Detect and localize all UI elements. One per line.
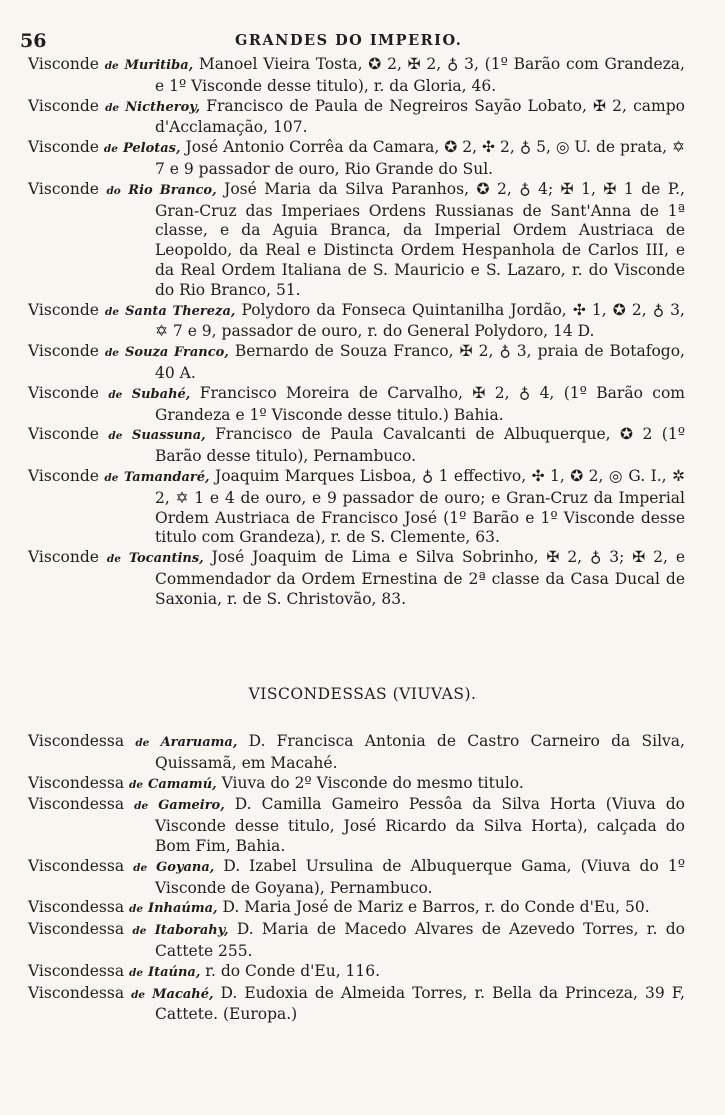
entry bbox=[28, 856, 685, 899]
entry bbox=[28, 55, 685, 97]
entry-preposition: de bbox=[132, 925, 147, 938]
entry-preposition: de bbox=[105, 101, 120, 114]
entry bbox=[28, 920, 685, 962]
entry bbox=[28, 466, 685, 548]
entry-text: Francisco Moreira de Carvalho, ✠ 2, ♁ 4, (1º Barão com Grandeza e 1º Visconde desse titulo.) Bahia. bbox=[155, 383, 685, 424]
entry-place: Araruama, bbox=[160, 735, 238, 750]
entry-place: Tamandaré, bbox=[123, 469, 210, 485]
entry bbox=[28, 773, 685, 796]
entry-place: Gameiro, bbox=[158, 798, 225, 814]
entry-text: Viuva do 2º Visconde do mesmo titulo. bbox=[216, 773, 524, 792]
entry bbox=[28, 96, 685, 139]
entry-preposition: de bbox=[106, 553, 121, 566]
entry bbox=[28, 898, 685, 920]
entry-place: Itaborahy, bbox=[154, 923, 229, 939]
entry-text: José Maria da Silva Paranhos, ✪ 2, ♁ 4; ✠ 1, ✠ 1 de P., Gran-Cruz das Imperiaes Ordens Russianas de Sant'Anna de 1ª classe, e da Aguia Branca, da Imperial Ordem Austriaca de Leopoldo, da Real e Distincta Ordem Hespanhola de Carlos III, e da Real Ordem Italiana de S. Mauricio e S. Lazaro, r. do Visconde do Rio Branco, 51. bbox=[155, 179, 685, 299]
entry-preposition: de bbox=[104, 471, 119, 484]
entry-text: Francisco de Paula de Negreiros Sayão Lobato, ✠ 2, campo d'Acclamação, 107. bbox=[155, 96, 685, 137]
entry-place: Muritiba, bbox=[124, 58, 194, 73]
entry-preposition: de bbox=[134, 800, 149, 813]
entry-text: r. do Conde d'Eu, 116. bbox=[200, 961, 381, 980]
entry-text: Polydoro da Fonseca Quintanilha Jordão, ✣ 1, ✪ 2, ♁ 3, ✡ 7 e 9, passador de ouro, r. do General Polydoro, 14 D. bbox=[155, 300, 685, 341]
entry-preposition: de bbox=[108, 388, 123, 401]
entry-preposition: de bbox=[103, 143, 118, 156]
entry bbox=[28, 961, 685, 984]
entry-title: Viscondessa bbox=[28, 732, 125, 750]
entry-place: Santa Thereza, bbox=[125, 303, 236, 319]
entry-text: Manoel Vieira Tosta, ✪ 2, ✠ 2, ♁ 3, (1º Barão com Grandeza, e 1º Visconde desse titulo), r. da Gloria, 46. bbox=[155, 55, 685, 95]
entry-place: Itaúna, bbox=[147, 964, 201, 980]
entry bbox=[28, 795, 685, 856]
entry-title: Visconde bbox=[28, 300, 99, 319]
entry-text: D. Camilla Gameiro Pessôa da Silva Horta (Viuva do Visconde desse titulo, José Ricardo da Silva Horta), calçada do Bom Fim, Bahia. bbox=[155, 795, 685, 855]
entry-title: Visconde bbox=[28, 138, 99, 157]
entry bbox=[28, 138, 685, 180]
entry-text: Joaquim Marques Lisboa, ♁ 1 effectivo, ✣ 1, ✪ 2, ◎ G. I., ✲ 2, ✡ 1 e 4 de ouro, e 9 passador de ouro; e Gran-Cruz da Imperial Ordem Austriaca de Francisco José (1º Barão e 1º Visconde desse titulo com Grandeza), r. de S. Clemente, 63. bbox=[155, 466, 685, 547]
entry-title: Visconde bbox=[28, 342, 99, 361]
entry-title: Visconde bbox=[28, 96, 99, 115]
entry-text: D. Maria de Macedo Alvares de Azevedo Torres, r. do Cattete 255. bbox=[155, 920, 685, 960]
entry-place: Pelotas, bbox=[122, 141, 181, 157]
entry bbox=[28, 383, 685, 426]
entry-place: Goyana, bbox=[156, 859, 215, 875]
entry-preposition: de bbox=[104, 60, 119, 72]
entry bbox=[28, 548, 686, 609]
entry-text: D. Eudoxia de Almeida Torres, r. Bella da Princeza, 39 F, Cattete. (Europa.) bbox=[155, 983, 685, 1024]
entry-place: Subahé, bbox=[131, 386, 191, 402]
page-header bbox=[20, 30, 665, 52]
entry-title: Viscondessa bbox=[28, 961, 125, 980]
entry-title: Visconde bbox=[28, 55, 99, 73]
entry-text: José Joaquim de Lima e Silva Sobrinho, ✠ 2, ♁ 3; ✠ 2, e Commendador da Ordem Ernestina de 2ª classe da Casa Ducal de Saxonia, r. de S. Christovão, 83. bbox=[155, 548, 686, 608]
entry-place: Suassuna, bbox=[131, 428, 206, 444]
entry-title: Viscondessa bbox=[28, 898, 125, 917]
entry-place: Souza Franco, bbox=[125, 345, 229, 361]
entry bbox=[28, 983, 685, 1026]
entry bbox=[28, 425, 686, 467]
section-title: VISCONDESSAS (VIUVAS). bbox=[248, 685, 477, 703]
entry-place: Nictheroy, bbox=[125, 99, 201, 115]
entry bbox=[28, 300, 685, 343]
entry-title: Visconde bbox=[28, 179, 99, 198]
entry-preposition: de bbox=[129, 903, 144, 916]
entry-preposition: de bbox=[131, 988, 146, 1001]
running-title: GRANDES DO IMPERIO. bbox=[235, 32, 463, 49]
entry-preposition: de bbox=[129, 778, 144, 791]
entry-preposition: do bbox=[106, 184, 121, 197]
entry-text: D. Izabel Ursulina de Albuquerque Gama, (Viuva do 1º Visconde de Goyana), Pernambuco. bbox=[155, 856, 685, 897]
entry bbox=[28, 342, 685, 384]
entry-text: Francisco de Paula Cavalcanti de Albuquerque, ✪ 2 (1º Barão desse titulo), Pernambuco. bbox=[155, 425, 686, 466]
entry-title: Visconde bbox=[28, 425, 99, 444]
entry-text: D. Francisca Antonia de Castro Carneiro da Silva, Quissamã, em Macahé. bbox=[155, 732, 685, 772]
entry bbox=[28, 179, 685, 301]
entry-preposition: de bbox=[105, 305, 120, 318]
entry-preposition: de bbox=[108, 430, 123, 443]
entry-place: Inhaúma, bbox=[147, 901, 218, 917]
entry-place: Camamú, bbox=[147, 776, 217, 792]
viscondessas-list bbox=[0, 732, 725, 1025]
entry-text: José Antonio Corrêa da Camara, ✪ 2, ✣ 2, ♁ 5, ◎ U. de prata, ✡ 7 e 9 passador de ouro, Rio Grande do Sul. bbox=[155, 138, 685, 178]
entry-title: Visconde bbox=[28, 383, 99, 402]
entry-title: Viscondessa bbox=[28, 795, 125, 814]
entry-text: D. Maria José de Mariz e Barros, r. do Conde d'Eu, 50. bbox=[217, 898, 650, 917]
viscondes-list bbox=[0, 55, 725, 610]
entry-preposition: de bbox=[104, 347, 119, 360]
entry-preposition: de bbox=[133, 861, 148, 874]
page-number: 56 bbox=[20, 30, 47, 52]
entry-title: Viscondessa bbox=[28, 773, 125, 792]
entry-title: Viscondessa bbox=[28, 920, 125, 939]
entry-place: Tocantins, bbox=[128, 551, 204, 567]
entry-place: Macahé, bbox=[152, 986, 214, 1002]
entry-text: Bernardo de Souza Franco, ✠ 2, ♁ 3, praia de Botafogo, 40 A. bbox=[155, 342, 685, 382]
entry-title: Visconde bbox=[28, 466, 99, 485]
entry-title: Viscondessa bbox=[28, 856, 125, 875]
entry bbox=[28, 732, 685, 774]
entry-place: Rio Branco, bbox=[128, 182, 217, 198]
entry-title: Viscondessa bbox=[28, 983, 125, 1002]
entry-title: Visconde bbox=[28, 548, 99, 567]
entry-preposition: de bbox=[135, 737, 150, 749]
entry-preposition: de bbox=[129, 966, 144, 979]
